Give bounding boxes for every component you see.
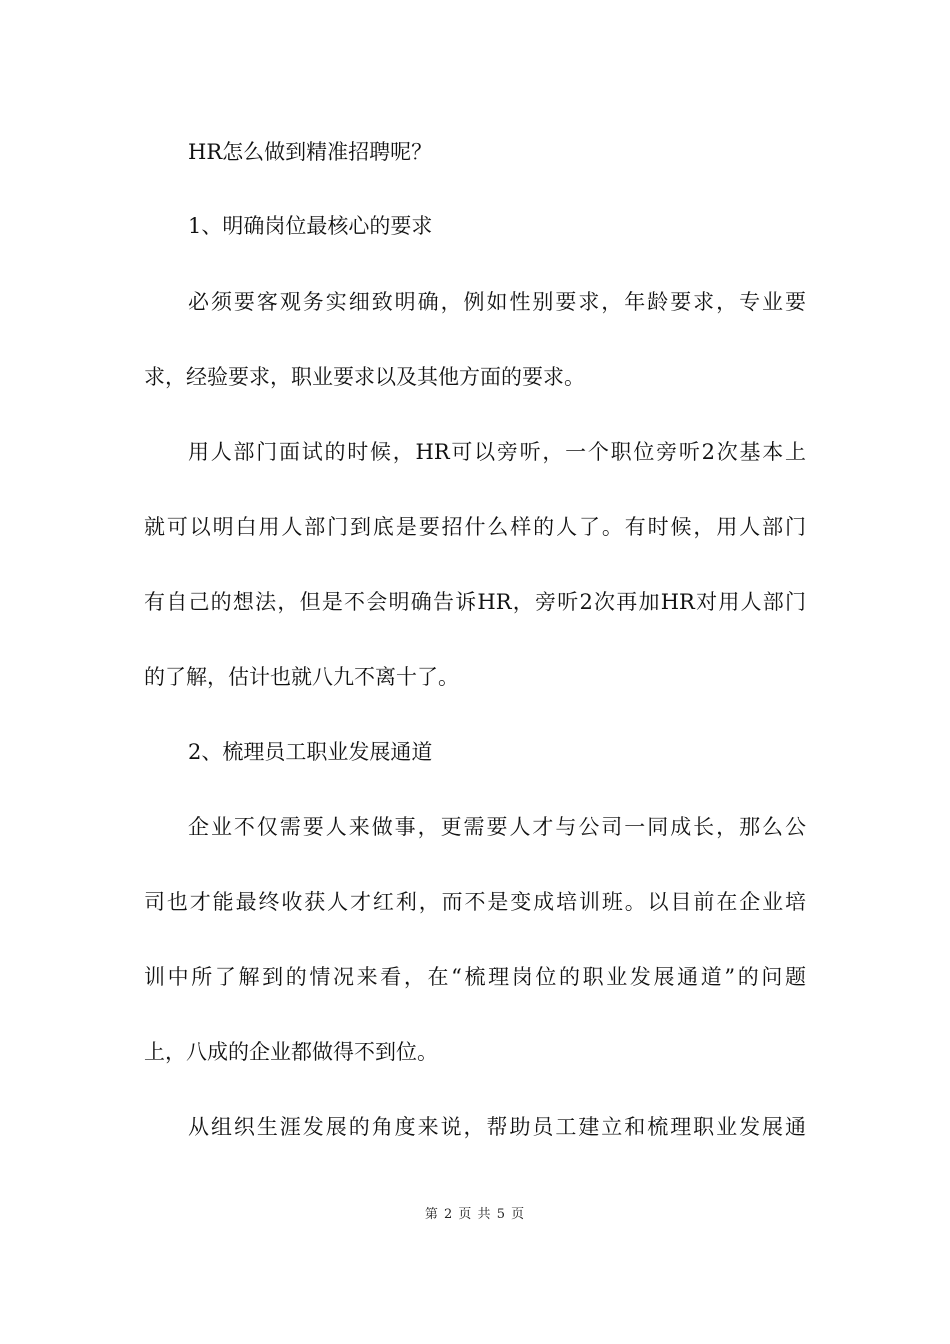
paragraph-2-line-1: 用人部门面试的时候，HR可以旁听，一个职位旁听2次基本上 [188, 440, 806, 464]
section-heading-1: 1、明确岗位最核心的要求 [188, 214, 433, 238]
paragraph-3-line-3: 训中所了解到的情况来看，在“梳理岗位的职业发展通道”的问题 [144, 965, 806, 989]
paragraph-3-line-4: 上，八成的企业都做得不到位。 [144, 1040, 438, 1064]
paragraph-2-line-4: 的了解，估计也就八九不离十了。 [144, 665, 459, 689]
paragraph-4-line-1: 从组织生涯发展的角度来说，帮助员工建立和梳理职业发展通 [188, 1115, 806, 1139]
page-number-footer: 第 2 页 共 5 页 [424, 1207, 526, 1222]
paragraph-3-line-1: 企业不仅需要人来做事，更需要人才与公司一同成长，那么公 [188, 815, 806, 839]
paragraph-3-line-2: 司也才能最终收获人才红利，而不是变成培训班。以目前在企业培 [144, 890, 806, 914]
paragraph-2-line-3: 有自己的想法，但是不会明确告诉HR，旁听2次再加HR对用人部门 [144, 590, 806, 614]
paragraph-1-line-1: 必须要客观务实细致明确，例如性别要求，年龄要求，专业要 [188, 290, 806, 314]
paragraph-2-line-2: 就可以明白用人部门到底是要招什么样的人了。有时候，用人部门 [144, 515, 806, 539]
section-heading-2: 2、梳理员工职业发展通道 [188, 740, 433, 764]
question-heading: HR怎么做到精准招聘呢？ [188, 140, 433, 164]
paragraph-1-line-2: 求，经验要求，职业要求以及其他方面的要求。 [144, 365, 585, 389]
